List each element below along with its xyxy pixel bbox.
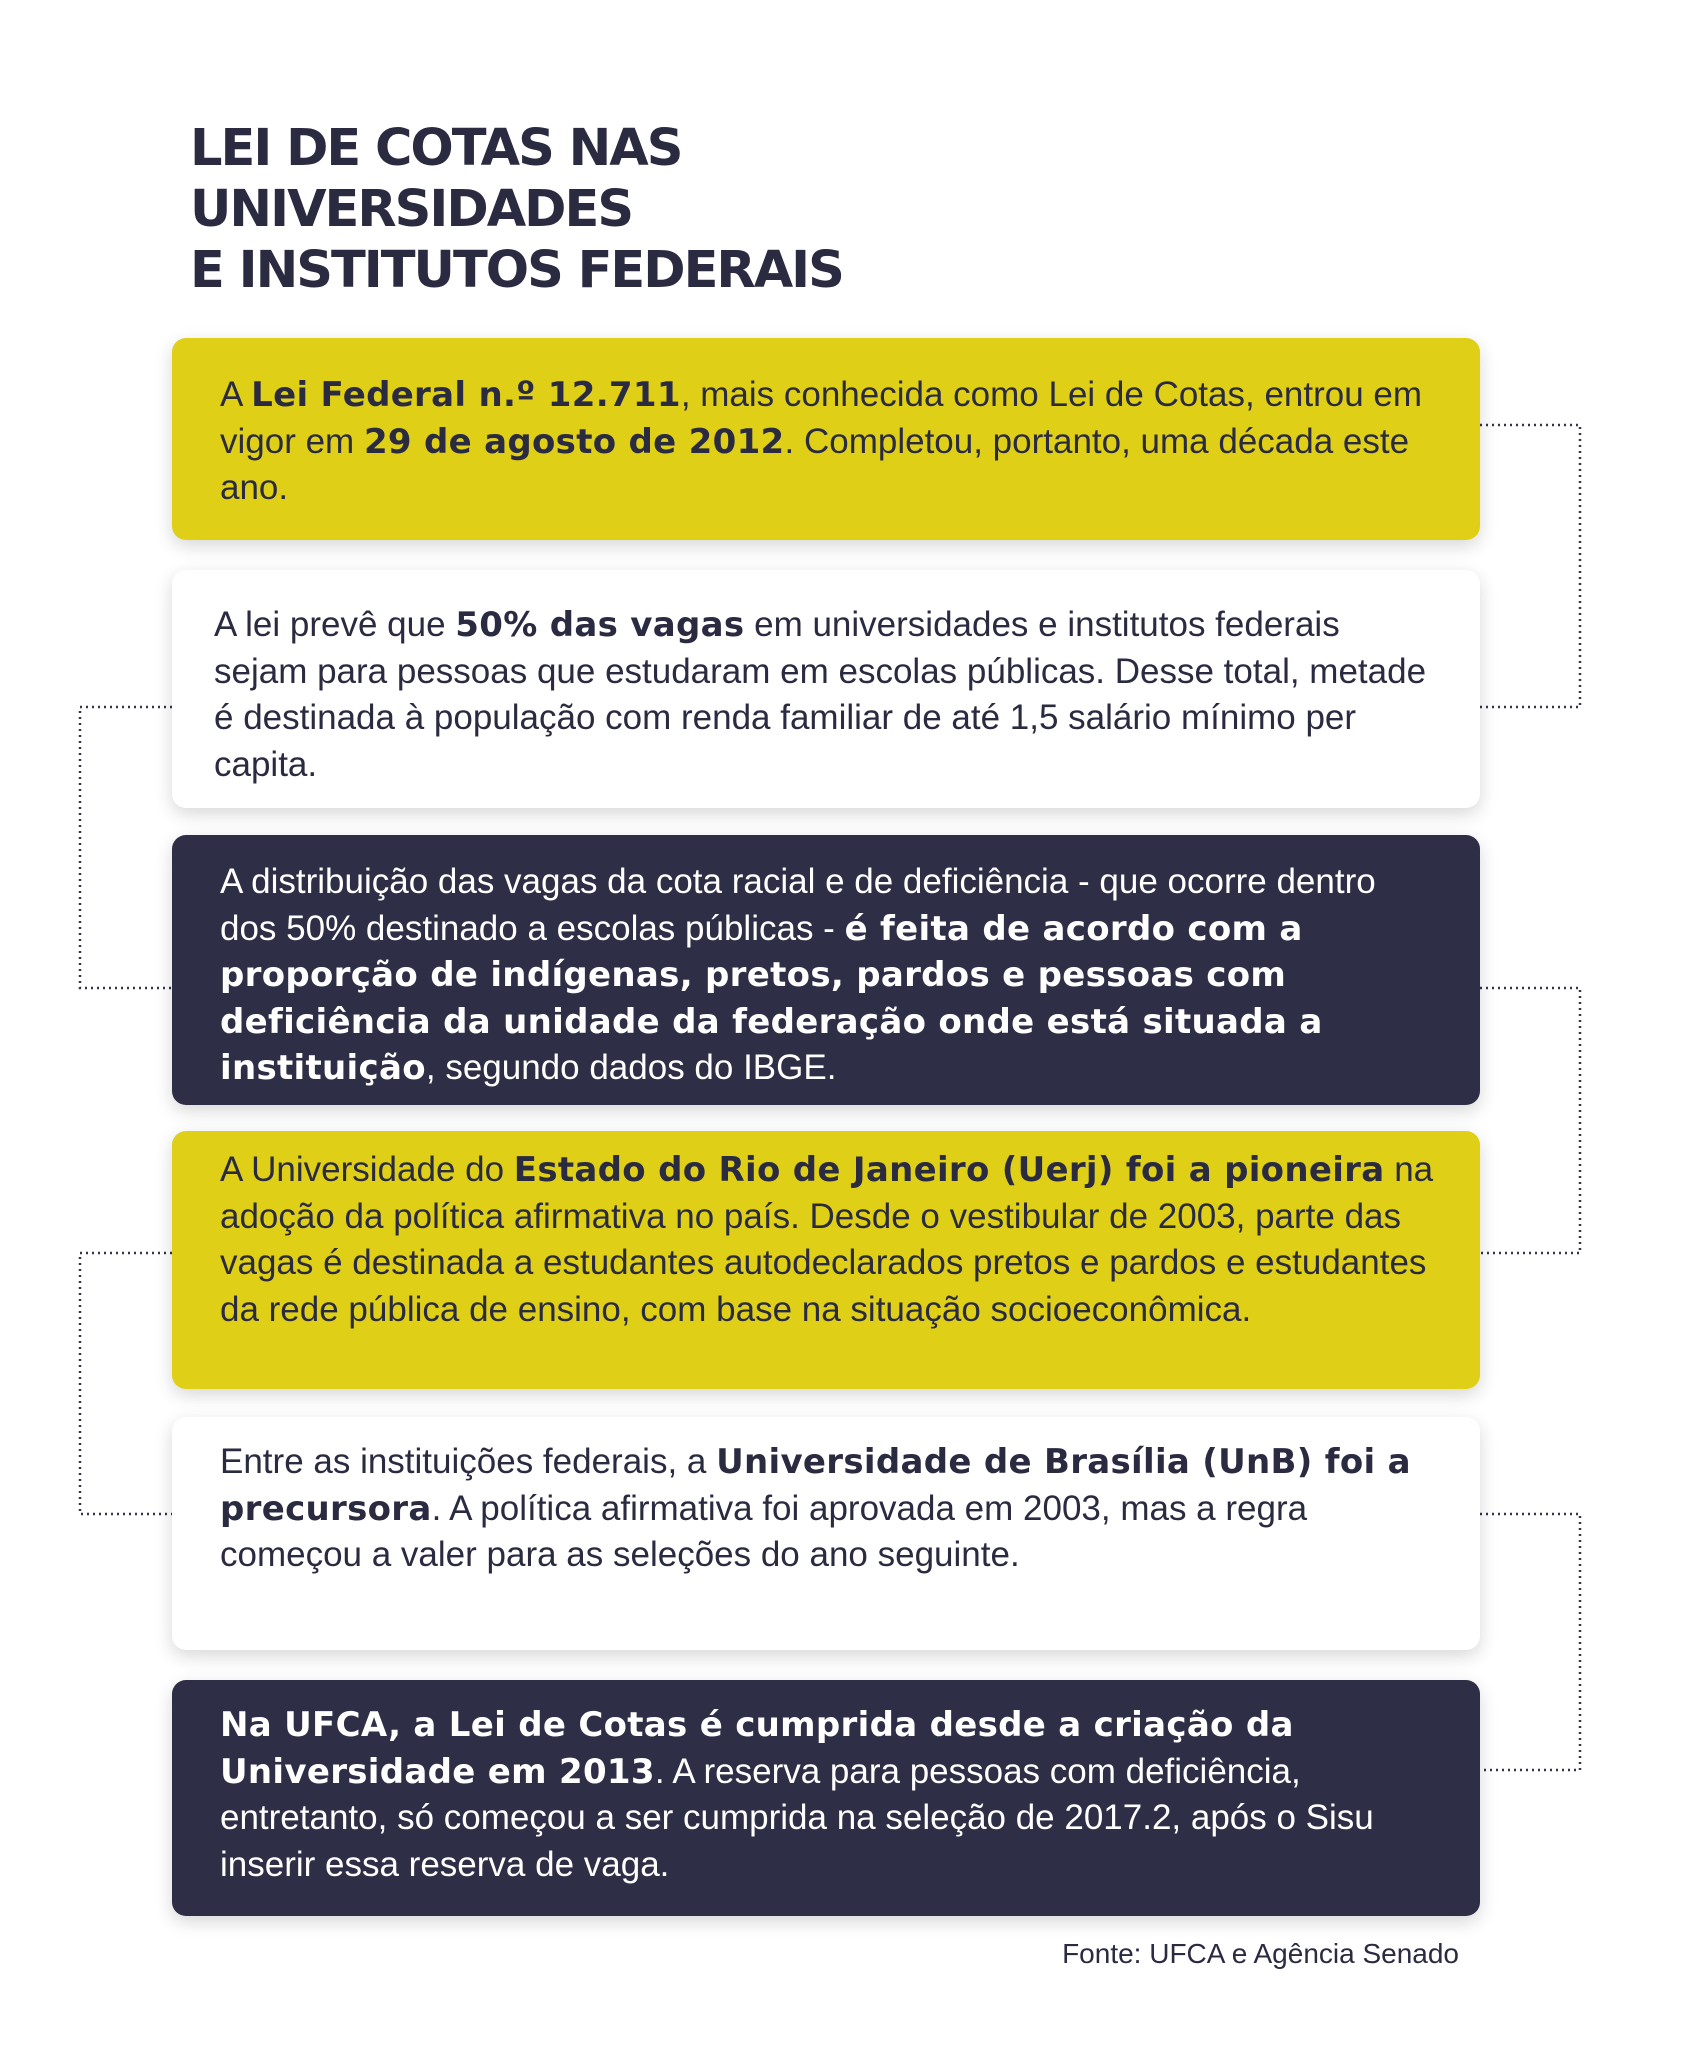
connector-1-2: [1480, 425, 1580, 707]
card-text-segment: . A política afirmativa foi aprovada em 2003, mas a regra começou a valer para as seleções do ano seguinte.: [220, 1488, 1308, 1574]
card-text-segment: , mais conhecida como Lei de Cotas, entrou em vigor em: [220, 375, 1423, 461]
title-line-1: LEI DE COTAS NAS: [190, 119, 682, 178]
card-text: [214, 602, 1440, 788]
card-text-segment: , segundo dados do IBGE.: [425, 1048, 837, 1087]
card-text-segment: . A reserva para pessoas com deficiência, entretanto, só começou a ser cumprida na seleção de 2017.2, após o Sisu inserir essa reserva de vaga.: [220, 1751, 1374, 1884]
card-text-bold: Lei Federal n.º 12.711: [251, 375, 681, 415]
connector-5-6: [1480, 1514, 1580, 1770]
info-card-distribution: [172, 835, 1480, 1105]
card-text-segment: A Universidade do: [220, 1150, 514, 1189]
card-text-bold: Universidade de Brasília (UnB) foi a precursora: [220, 1442, 1411, 1529]
info-card-unb: [172, 1417, 1480, 1650]
card-text-segment: Entre as instituições federais, a: [220, 1442, 717, 1481]
card-text-bold: Na UFCA, a Lei de Cotas é cumprida desde a criação da Universidade em 2013: [220, 1705, 1294, 1792]
info-card-ufca: [172, 1680, 1480, 1916]
title-line-3: E INSTITUTOS FEDERAIS: [190, 241, 843, 300]
card-text-bold: 50% das vagas: [455, 605, 745, 645]
info-card-50-percent: [172, 570, 1480, 808]
card-text-bold: 29 de agosto de 2012: [363, 421, 785, 462]
source-credit: Fonte: UFCA e Agência Senado: [1062, 1938, 1459, 1969]
connector-3-4: [1480, 988, 1580, 1253]
card-text-segment: na adoção da política afirmativa no país. Desde o vestibular de 2003, parte das vagas é destinada a estudantes autodeclarados pretos e pardos e estudantes da rede pública de ensino, com base na situação socioeconômica.: [220, 1150, 1434, 1329]
card-text: [220, 1439, 1440, 1579]
card-text-segment: em universidades e institutos federais sejam para pessoas que estudaram em escolas públicas. Desse total, metade é destinada à população com renda familiar de até 1,5 salário mínimo per capita.: [214, 605, 1427, 784]
info-card-uerj: [172, 1131, 1480, 1389]
card-text-segment: A distribuição das vagas da cota racial e de deficiência - que ocorre dentro dos 50% destinado a escolas públicas -: [220, 862, 1376, 948]
card-text-bold: é feita de acordo com a proporção de indígenas, pretos, pardos e pessoas com deficiência da unidade da federação onde está situada a instituição: [220, 908, 1323, 1088]
card-text: [220, 859, 1440, 1092]
card-text-segment: A: [220, 375, 252, 414]
connector-4-5: [80, 1253, 172, 1514]
card-text: [220, 1147, 1440, 1333]
connector-2-3: [80, 707, 172, 988]
card-text-bold: Estado do Rio de Janeiro (Uerj) foi a pioneira: [513, 1150, 1385, 1190]
card-text: [220, 1702, 1440, 1888]
title-line-2: UNIVERSIDADES: [190, 180, 633, 239]
card-text: [220, 372, 1440, 512]
info-card-lei-federal: [172, 338, 1480, 540]
card-text-segment: . Completou, portanto, uma década este ano.: [220, 421, 1410, 507]
card-text-segment: A lei prevê que: [214, 605, 456, 644]
